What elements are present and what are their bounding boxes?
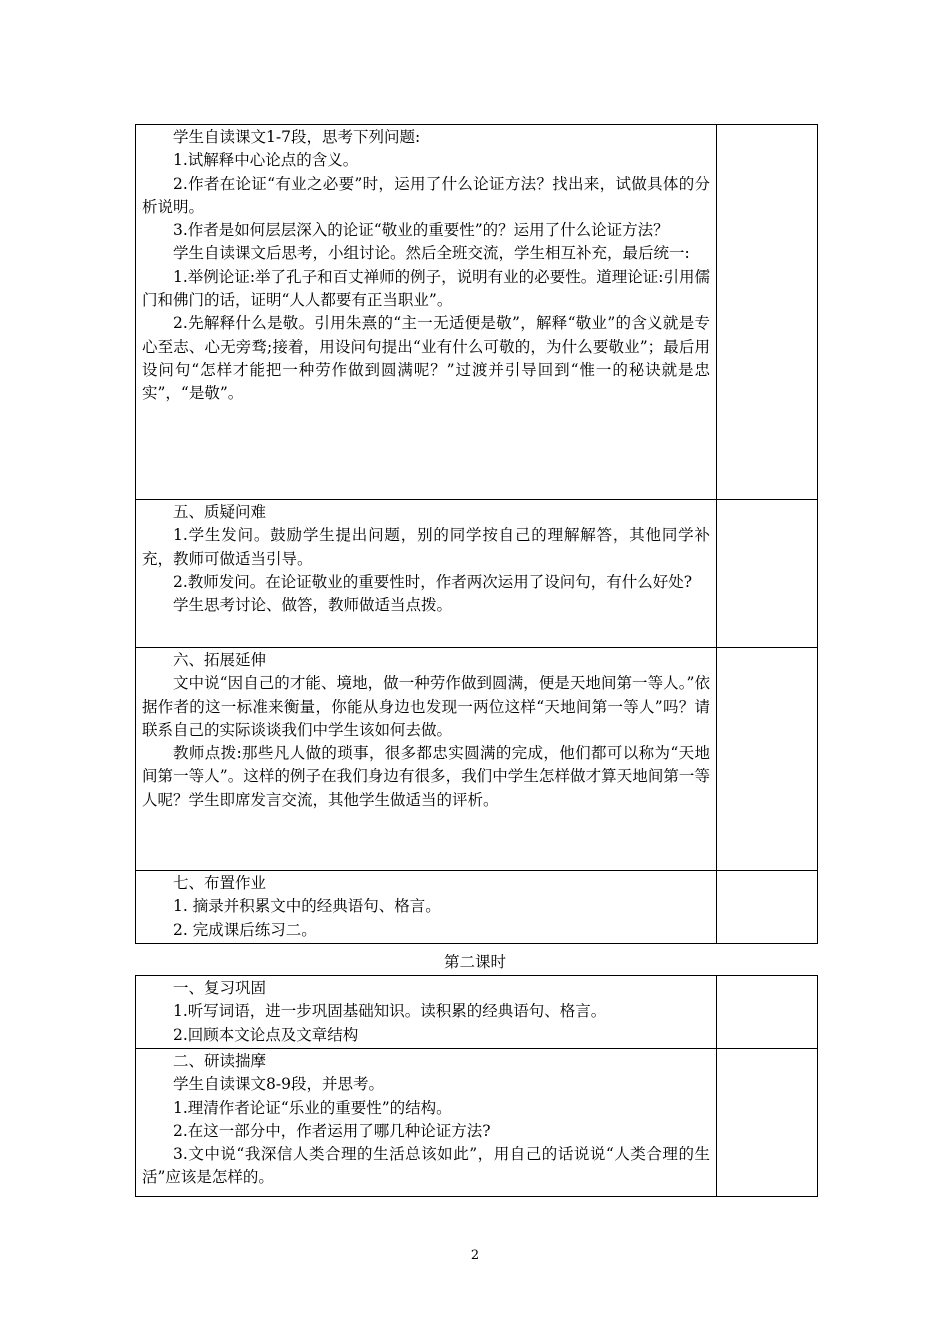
- lesson-table-1: [135, 124, 818, 944]
- paragraph: 1.举例论证:举了孔子和百丈禅师的例子，说明有业的必要性。道理论证:引用儒门和佛门的话，证明“人人都要有正当职业”。: [142, 267, 710, 310]
- content-cell: [136, 500, 717, 648]
- notes-cell: [717, 500, 818, 648]
- paragraph: 2.回顾本文论点及文章结构: [173, 1025, 359, 1044]
- paragraph: 2.作者在论证“有业之必要”时，运用了什么论证方法？找出来，试做具体的分析说明。: [142, 174, 710, 216]
- paragraph: 六、拓展延伸: [173, 651, 267, 669]
- page-number: 2: [470, 1248, 480, 1263]
- paragraph: 学生自读课文后思考，小组讨论。然后全班交流，学生相互补充，最后统一:: [173, 244, 690, 263]
- paragraph: 2.先解释什么是敬。引用朱熹的“主一无适便是敬”，解释“敬业”的含义就是专心至志、心无旁骛;接着，用设问句提出“业有什么可敬的，为什么要敬业”；最后用设问句“怎样才能把一种劳作做到圆满呢？”过渡并引导回到“惟一的秘诀就是忠实”，“是敬”。: [142, 314, 710, 403]
- paragraph: 2.教师发问。在论证敬业的重要性时，作者两次运用了设问句，有什么好处?: [173, 572, 693, 591]
- paragraph: 学生自读课文1-7段，思考下列问题:: [173, 128, 421, 146]
- paragraph: 3.文中说“我深信人类合理的生活总该如此”，用自己的话说说“人类合理的生活”应该是怎样的。: [142, 1145, 710, 1187]
- table-row: [136, 1049, 818, 1197]
- table-row: [136, 976, 818, 1049]
- paragraph: 七、布置作业: [173, 874, 267, 892]
- notes-cell: [717, 125, 818, 500]
- paragraph: 二、研读揣摩: [173, 1052, 267, 1070]
- table-row: [136, 871, 818, 944]
- notes-cell: [717, 1049, 818, 1197]
- paragraph: 1.理清作者论证“乐业的重要性”的结构。: [173, 1098, 452, 1117]
- paragraph: 1.听写词语，进一步巩固基础知识。读积累的经典语句、格言。: [173, 1002, 607, 1021]
- table-row: [136, 125, 818, 500]
- notes-cell: [717, 871, 818, 944]
- table-row: [136, 500, 818, 648]
- content-cell: [136, 871, 717, 944]
- notes-cell: [717, 648, 818, 871]
- paragraph: 1.试解释中心论点的含义。: [173, 151, 359, 170]
- table-row: [136, 648, 818, 871]
- paragraph: 一、复习巩固: [173, 979, 267, 997]
- paragraph: 1.学生发问。鼓励学生提出问题，别的同学按自己的理解解答，其他同学补充，教师可做适当引导。: [142, 526, 710, 568]
- paragraph: 学生思考讨论、做答，教师做适当点拨。: [173, 596, 453, 615]
- content-cell: [136, 1049, 717, 1197]
- content-cell: [136, 648, 717, 871]
- paragraph: 2. 完成课后练习二。: [173, 920, 317, 939]
- section-title: 第二课时: [443, 953, 506, 971]
- paragraph: 3.作者是如何层层深入的论证“敬业的重要性”的？运用了什么论证方法？: [173, 221, 669, 240]
- paragraph: 1. 摘录并积累文中的经典语句、格言。: [173, 897, 441, 916]
- notes-cell: [717, 976, 818, 1049]
- lesson-table-2: [135, 975, 818, 1197]
- content-cell: [136, 125, 717, 500]
- content-cell: [136, 976, 717, 1049]
- paragraph: 学生自读课文8-9段，并思考。: [173, 1075, 384, 1094]
- paragraph: 教师点拨:那些凡人做的琐事，很多都忠实圆满的完成，他们都可以称为“天地间第一等人”。这样的例子在我们身边有很多，我们中学生怎样做才算天地间第一等人呢？学生即席发言交流，其他学生做适当的评析。: [142, 744, 710, 809]
- paragraph: 2.在这一部分中，作者运用了哪几种论证方法?: [173, 1121, 491, 1140]
- paragraph: 五、质疑问难: [173, 503, 267, 521]
- paragraph: 文中说“因自己的才能、境地，做一种劳作做到圆满，便是天地间第一等人。”依据作者的这一标准来衡量，你能从身边也发现一两位这样“天地间第一等人”吗？请联系自己的实际谈谈我们中学生该如何去做。: [142, 674, 710, 739]
